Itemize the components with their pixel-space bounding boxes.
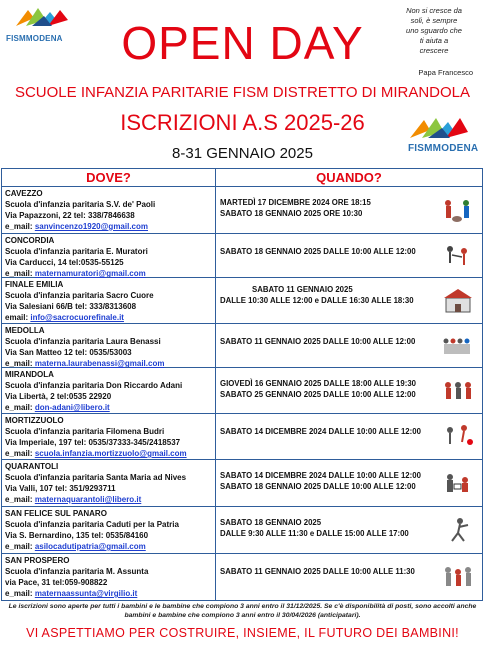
running-icon — [440, 515, 476, 545]
school-info — [2, 554, 216, 600]
table-row — [2, 278, 482, 324]
school-name: Scuola d'infanzia paritaria S.V. de' Paoli — [5, 200, 156, 209]
email-label: e_mail: — [5, 403, 33, 412]
email-label: e_mail: — [5, 269, 33, 278]
town-name: QUARANTOLI — [5, 462, 59, 471]
time-line: SABATO 14 DICEMBRE 2024 DALLE 10:00 ALLE 12:00 — [220, 471, 421, 480]
town-name: CAVEZZO — [5, 189, 43, 198]
time-line: SABATO 18 GENNAIO 2025 ORE 10:30 — [220, 209, 363, 218]
footer-slogan: VI ASPETTIAMO PER COSTRUIRE, INSIEME, IL FUTURO DEI BAMBINI! — [26, 626, 459, 640]
town-name: SAN PROSPERO — [5, 556, 70, 565]
school-name: Scuola d'infanzia paritaria Don Riccardo Adani — [5, 381, 183, 390]
nativity2-icon — [440, 562, 476, 592]
time-line: SABATO 11 GENNAIO 2025 DALLE 10:00 ALLE 12:00 — [220, 337, 416, 346]
school-icon — [440, 286, 476, 316]
school-address: Via Valli, 107 tel: 351/9293711 — [5, 484, 116, 493]
time-line: DALLE 10:30 ALLE 12:00 e DALLE 16:30 ALLE 18:30 — [220, 296, 414, 305]
table-row — [2, 507, 482, 554]
open-day-times — [216, 234, 482, 277]
quote-line: ti aiuta a — [419, 36, 449, 45]
email-link[interactable]: materna.laurabenassi@gmail.com — [34, 359, 165, 368]
table-header — [2, 169, 482, 187]
reading-icon — [440, 468, 476, 498]
school-info — [2, 234, 216, 277]
table-row — [2, 460, 482, 507]
school-address: Via Libertà, 2 tel:0535 22920 — [5, 392, 112, 401]
quote-line: soli, è sempre — [410, 16, 458, 25]
date-range: 8-31 GENNAIO 2025 — [172, 145, 313, 162]
email-link[interactable]: asilocadutipatria@gmail.com — [34, 542, 146, 551]
table-row — [2, 554, 482, 600]
email-line — [5, 494, 212, 505]
school-info — [2, 414, 216, 459]
school-name: Scuola d'infanzia paritaria Sacro Cuore — [5, 291, 154, 300]
email-label: e_mail: — [5, 449, 33, 458]
quote-line: crescere — [419, 46, 449, 55]
school-address: Via S. Bernardino, 135 tel: 0535/84160 — [5, 531, 149, 540]
time-line: SABATO 18 GENNAIO 2025 — [220, 518, 322, 527]
school-info — [2, 324, 216, 367]
group-icon — [440, 331, 476, 361]
town-name: SAN FELICE SUL PANARO — [5, 509, 107, 518]
email-link[interactable]: maternaquarantoli@libero.it — [34, 495, 142, 504]
time-line: DALLE 9:30 ALLE 11:30 e DALLE 15:00 ALLE 17:00 — [220, 529, 409, 538]
quote-author: Papa Francesco — [418, 68, 473, 77]
email-link[interactable]: sanvincenzo1920@gmail.com — [34, 222, 148, 231]
open-day-times — [216, 507, 482, 553]
email-line — [5, 312, 212, 323]
school-info — [2, 507, 216, 553]
email-line — [5, 541, 212, 552]
open-day-times — [216, 414, 482, 459]
email-label: e_mail: — [5, 222, 33, 231]
time-line: SABATO 18 GENNAIO 2025 DALLE 10:00 ALLE 12:00 — [220, 482, 416, 491]
school-name: Scuola d'infanzia paritaria Santa Maria ad Nives — [5, 473, 187, 482]
kids-icon — [440, 376, 476, 406]
open-day-times — [216, 554, 482, 600]
quote-line: Non si cresce da — [406, 6, 462, 15]
table-row — [2, 234, 482, 278]
email-label: email: — [5, 313, 29, 322]
open-day-times — [216, 368, 482, 413]
town-name: MEDOLLA — [5, 326, 45, 335]
email-link[interactable]: scuola.infanzia.mortizzuolo@gmail.com — [34, 449, 187, 458]
table-row — [2, 187, 482, 234]
school-address: Via Imperiale, 197 tel: 0535/37333-345/2418537 — [5, 438, 181, 447]
logo-right-text: FISMMODENA — [408, 143, 479, 154]
children-icon — [440, 241, 476, 271]
school-name: Scuola d'infanzia paritaria M. Assunta — [5, 567, 149, 576]
school-address: via Pace, 31 tel:059-908822 — [5, 578, 108, 587]
logo-left-text: FISMMODENA — [6, 34, 63, 43]
table-row — [2, 414, 482, 460]
email-label: e_mail: — [5, 359, 33, 368]
school-info — [2, 368, 216, 413]
email-line — [5, 221, 212, 232]
time-line: SABATO 14 DICEMBRE 2024 DALLE 10:00 ALLE 12:00 — [220, 427, 421, 436]
page-title: OPEN DAY — [121, 17, 364, 69]
email-link[interactable]: don-adani@libero.it — [34, 403, 110, 412]
quote-line: uno sguardo che — [406, 26, 462, 35]
email-line — [5, 448, 212, 459]
time-line: MARTEDÌ 17 DICEMBRE 2024 ORE 18:15 — [220, 198, 371, 207]
email-label: e_mail: — [5, 495, 33, 504]
enrollment-heading: ISCRIZIONI A.S 2025-26 — [120, 110, 365, 135]
email-line — [5, 402, 212, 413]
town-name: FINALE EMILIA — [5, 280, 64, 289]
table-row — [2, 368, 482, 414]
email-link[interactable]: info@sacrocuorefinale.it — [30, 313, 124, 322]
open-day-times — [216, 460, 482, 506]
col-when-header: QUANDO? — [316, 170, 382, 185]
school-address: Via Salesiani 66/B tel: 333/8313608 — [5, 302, 137, 311]
school-name: Scuola d'infanzia paritaria E. Muratori — [5, 247, 148, 256]
time-line: SABATO 11 GENNAIO 2025 DALLE 10:00 ALLE 11:30 — [220, 567, 415, 576]
school-address: Via San Matteo 12 tel: 0535/53003 — [5, 348, 132, 357]
subtitle: SCUOLE INFANZIA PARITARIE FISM DISTRETTO DI MIRANDOLA — [14, 84, 471, 101]
fism-logo-right — [408, 116, 479, 156]
email-line — [5, 588, 212, 599]
col-where-header: DOVE? — [2, 169, 216, 186]
email-link[interactable]: maternamuratori@gmail.com — [34, 269, 146, 278]
enrollment-footnote: Le iscrizioni sono aperte per tutti i bambini e le bambine che compiono 3 anni entro il 31/12/2025. Se c'è disponibilità di posti, sono accolti anche bambini e bambine che compiono 3 anni entro il 30/04/2026 (anticipatari). — [8, 603, 477, 619]
email-link[interactable]: maternaassunta@virgilio.it — [34, 589, 138, 598]
school-address: Via Carducci, 14 tel:0535-55125 — [5, 258, 124, 267]
nativity-icon — [440, 195, 476, 225]
school-info — [2, 187, 216, 233]
open-day-table — [1, 168, 483, 601]
town-name: MORTIZZUOLO — [5, 416, 64, 425]
email-label: e_mail: — [5, 542, 33, 551]
school-info — [2, 460, 216, 506]
time-line: SABATO 11 GENNAIO 2025 — [252, 285, 353, 294]
town-name: CONCORDIA — [5, 236, 55, 245]
school-name: Scuola d'infanzia paritaria Caduti per la Patria — [5, 520, 179, 529]
time-line: GIOVEDÌ 16 GENNAIO 2025 DALLE 18:00 ALLE 19:30 — [220, 379, 416, 388]
school-name: Scuola d'infanzia paritaria Filomena Budri — [5, 427, 165, 436]
time-line: SABATO 18 GENNAIO 2025 DALLE 10:00 ALLE 12:00 — [220, 247, 416, 256]
play-icon — [440, 422, 476, 452]
table-row — [2, 324, 482, 368]
school-info — [2, 278, 216, 323]
open-day-times — [216, 278, 482, 323]
open-day-times — [216, 324, 482, 367]
fism-logo-graphic — [408, 116, 468, 140]
town-name: MIRANDOLA — [5, 370, 54, 379]
time-line: SABATO 25 GENNAIO 2025 DALLE 10:00 ALLE 12:00 — [220, 390, 416, 399]
email-label: e_mail: — [5, 589, 33, 598]
school-address: Via Papazzoni, 22 tel: 338/7846638 — [5, 211, 135, 220]
open-day-times — [216, 187, 482, 233]
school-name: Scuola d'infanzia paritaria Laura Benassi — [5, 337, 161, 346]
